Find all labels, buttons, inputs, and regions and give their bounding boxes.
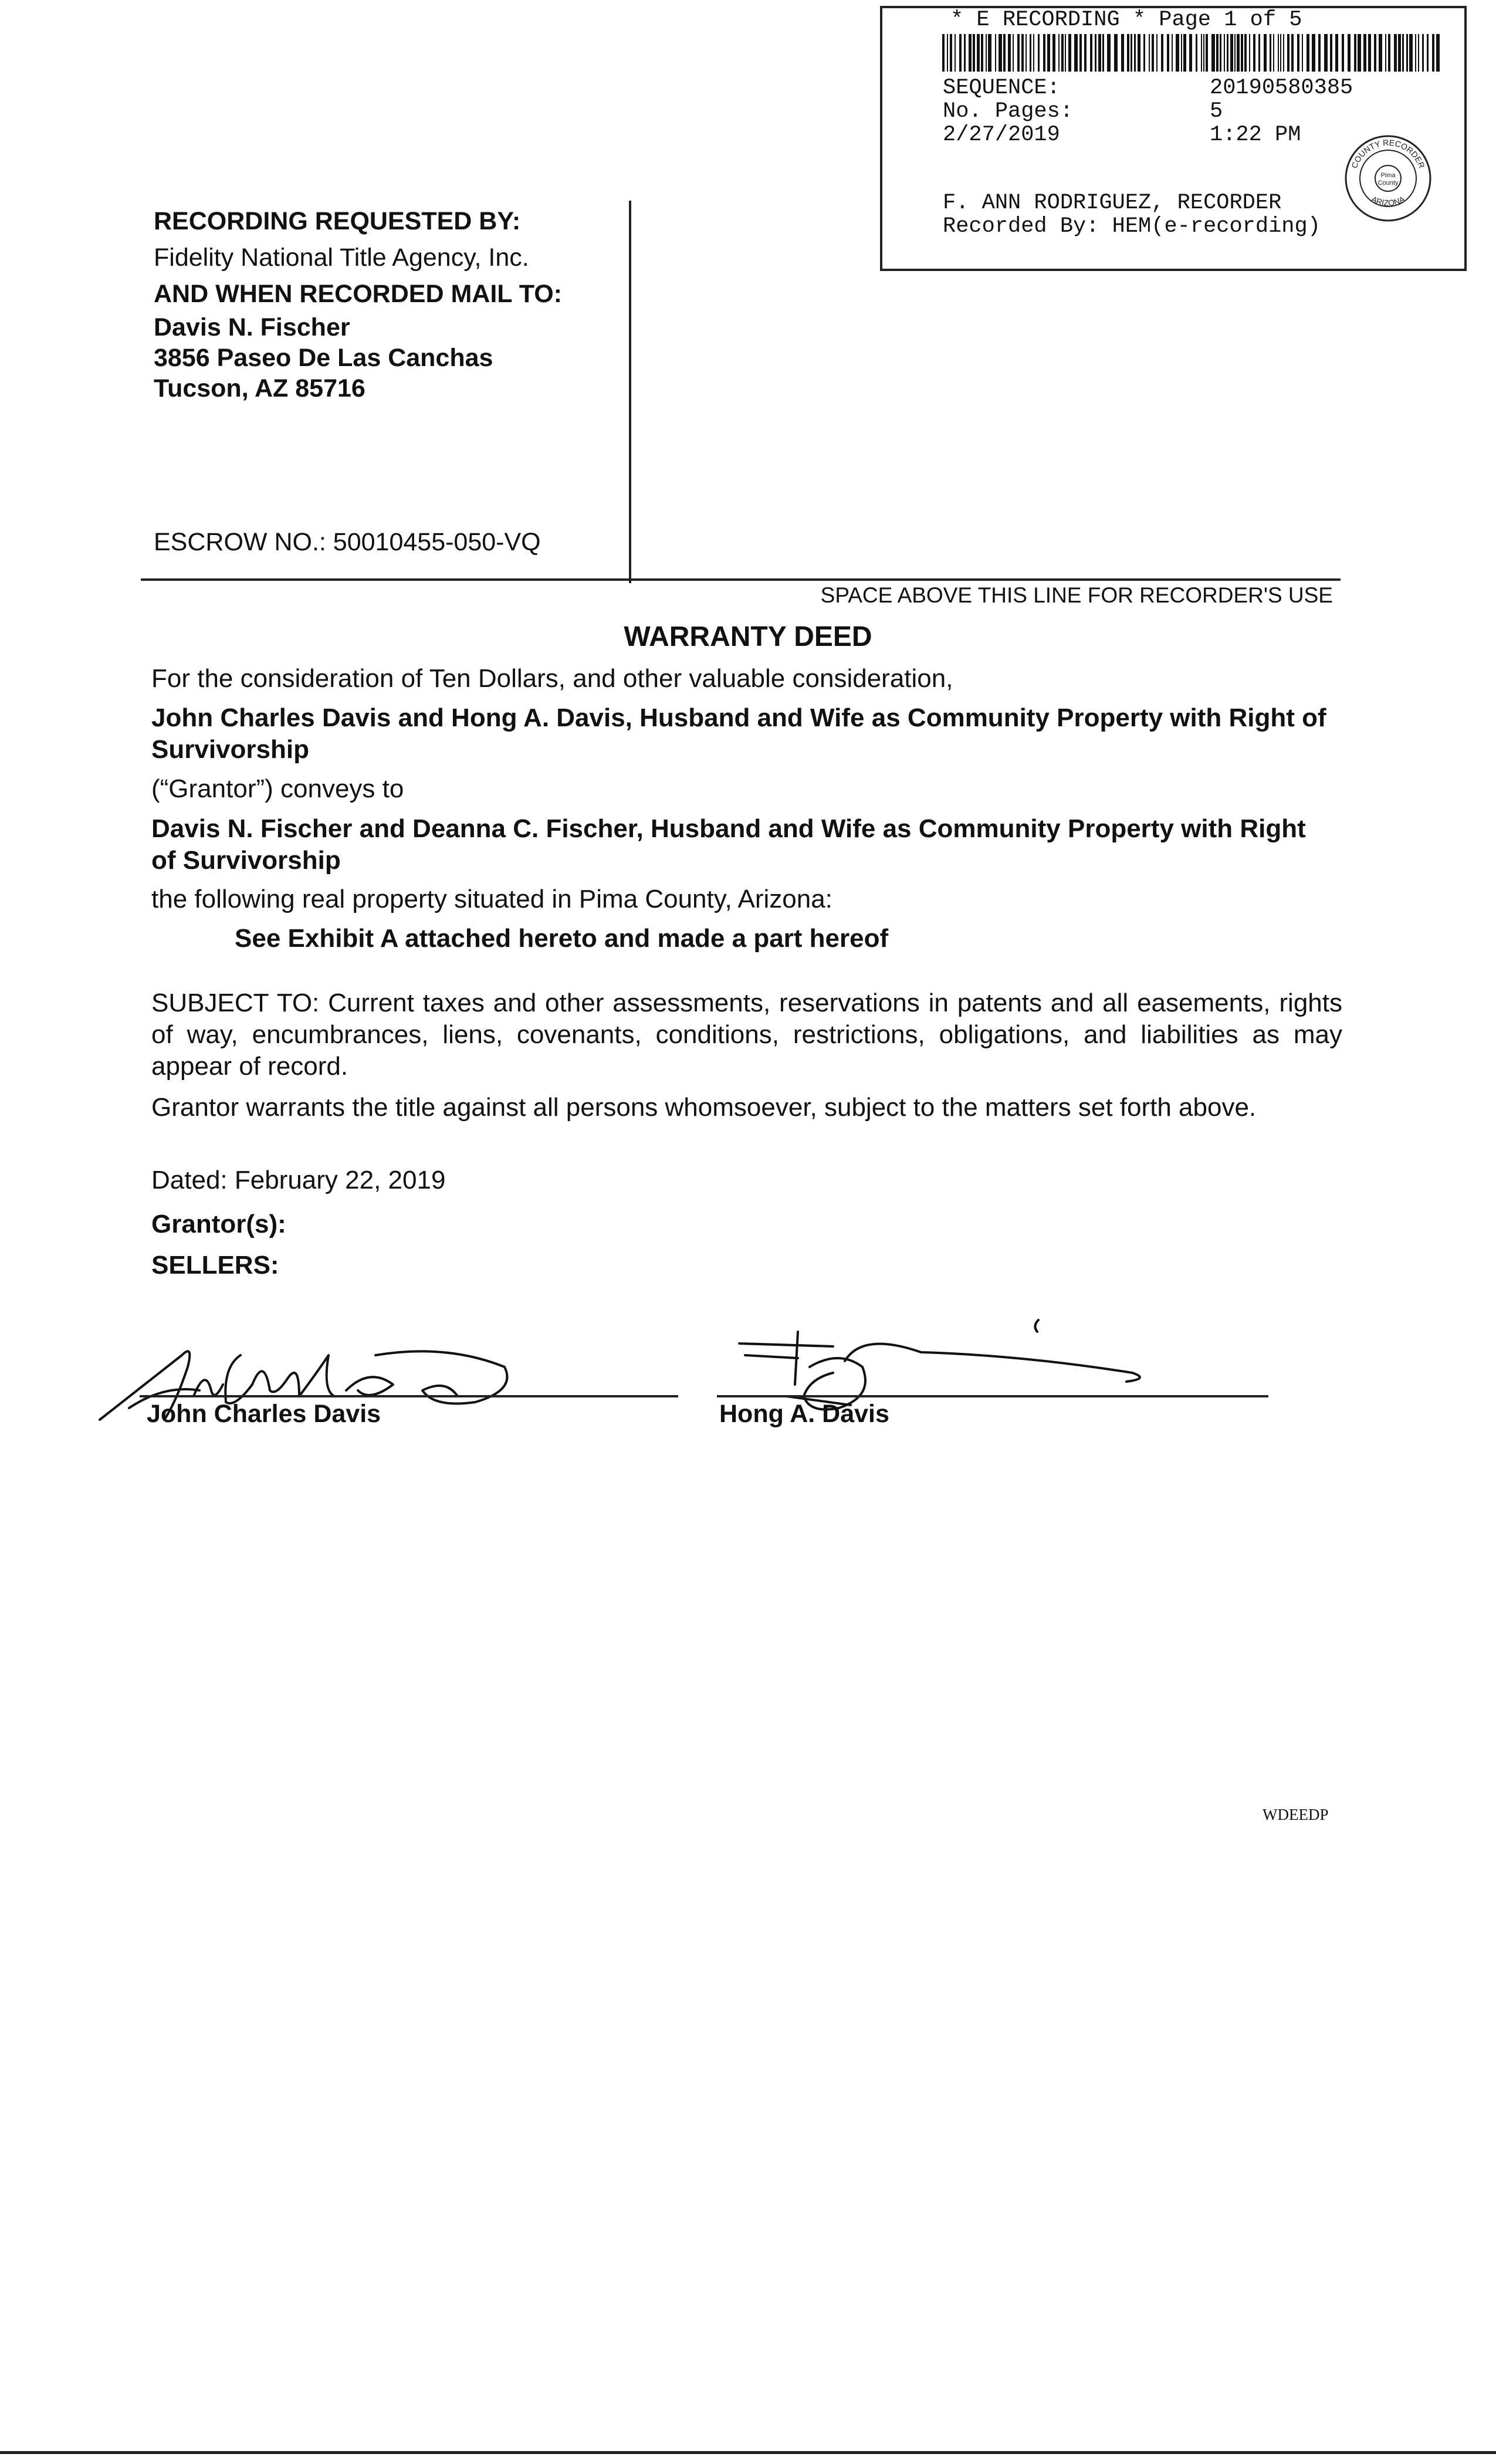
recorder-space-line [141,578,1341,581]
requested-by-label: RECORDING REQUESTED BY: [154,207,521,235]
recorder-name: F. ANN RODRIGUEZ, RECORDER [943,191,1282,215]
signature-line-john [140,1395,678,1397]
form-code: WDEEDP [1263,1806,1329,1823]
record-date: 2/27/2019 [943,123,1060,147]
warranty-clause: Grantor warrants the title against all persons whomsoever, subject to the matters set forth above. [151,1093,1257,1122]
signature-line-hong [717,1395,1268,1397]
signer-name-john: John Charles Davis [147,1400,381,1428]
recording-info-block [154,203,562,404]
escrow-label: ESCROW NO.: [154,528,326,556]
svg-text:County: County [1377,180,1399,187]
pages-value: 5 [1210,99,1223,124]
signer-name-hong: Hong A. Davis [719,1400,889,1428]
svg-text:COUNTY RECORDER: COUNTY RECORDER [1349,137,1427,170]
grantee-names: Davis N. Fischer and Deanna C. Fischer, Husband and Wife as Community Property with Right of Survivorship [151,814,1306,875]
exhibit-reference: See Exhibit A attached hereto and made a part hereof [235,924,889,953]
mail-to-street: 3856 Paseo De Las Canchas [154,344,493,372]
consideration-text: For the consideration of Ten Dollars, and other valuable consideration, [151,664,953,693]
mail-to-name: Davis N. Fischer [154,313,350,341]
escrow-line [154,524,541,560]
barcode [942,34,1444,72]
escrow-value: 50010455-050-VQ [333,528,541,556]
pages-label: No. Pages: [943,99,1074,124]
sequence-value: 20190580385 [1210,76,1353,100]
svg-text:Pima: Pima [1380,172,1396,179]
dated-line: Dated: February 22, 2019 [151,1166,446,1194]
requested-by-value: Fidelity National Title Agency, Inc. [154,243,529,272]
county-seal-icon [1343,134,1433,223]
subject-to-clause: SUBJECT TO: Current taxes and other assessments, reservations in patents and all easements, rights of way, encumbrances, liens, covenants, conditions, restrictions, obligations, and liabilities as may appear of record. [151,989,1342,1081]
sellers-label: SELLERS: [151,1251,279,1280]
sequence-label: SEQUENCE: [943,76,1060,100]
mail-to-label: AND WHEN RECORDED MAIL TO: [154,280,562,308]
conveys-text: (“Grantor”) conveys to [151,774,404,803]
grantor-names: John Charles Davis and Hong A. Davis, Husband and Wife as Community Property with Right of Survivorship [151,703,1326,764]
grantors-label: Grantor(s): [151,1210,286,1238]
property-intro: the following real property situated in Pima County, Arizona: [151,885,832,913]
record-time: 1:22 PM [1210,123,1301,147]
deed-title: WARRANTY DEED [624,621,872,652]
recorder-space-note: SPACE ABOVE THIS LINE FOR RECORDER'S USE [820,583,1333,607]
svg-text:ARIZONA: ARIZONA [1369,194,1407,208]
stamp-header: * E RECORDING * Page 1 of 5 [950,8,1302,32]
recording-divider-vertical [629,201,631,583]
mail-to-city: Tucson, AZ 85716 [154,374,365,402]
page-bottom-border [0,2451,1496,2454]
recorded-by: Recorded By: HEM(e-recording) [943,214,1321,239]
